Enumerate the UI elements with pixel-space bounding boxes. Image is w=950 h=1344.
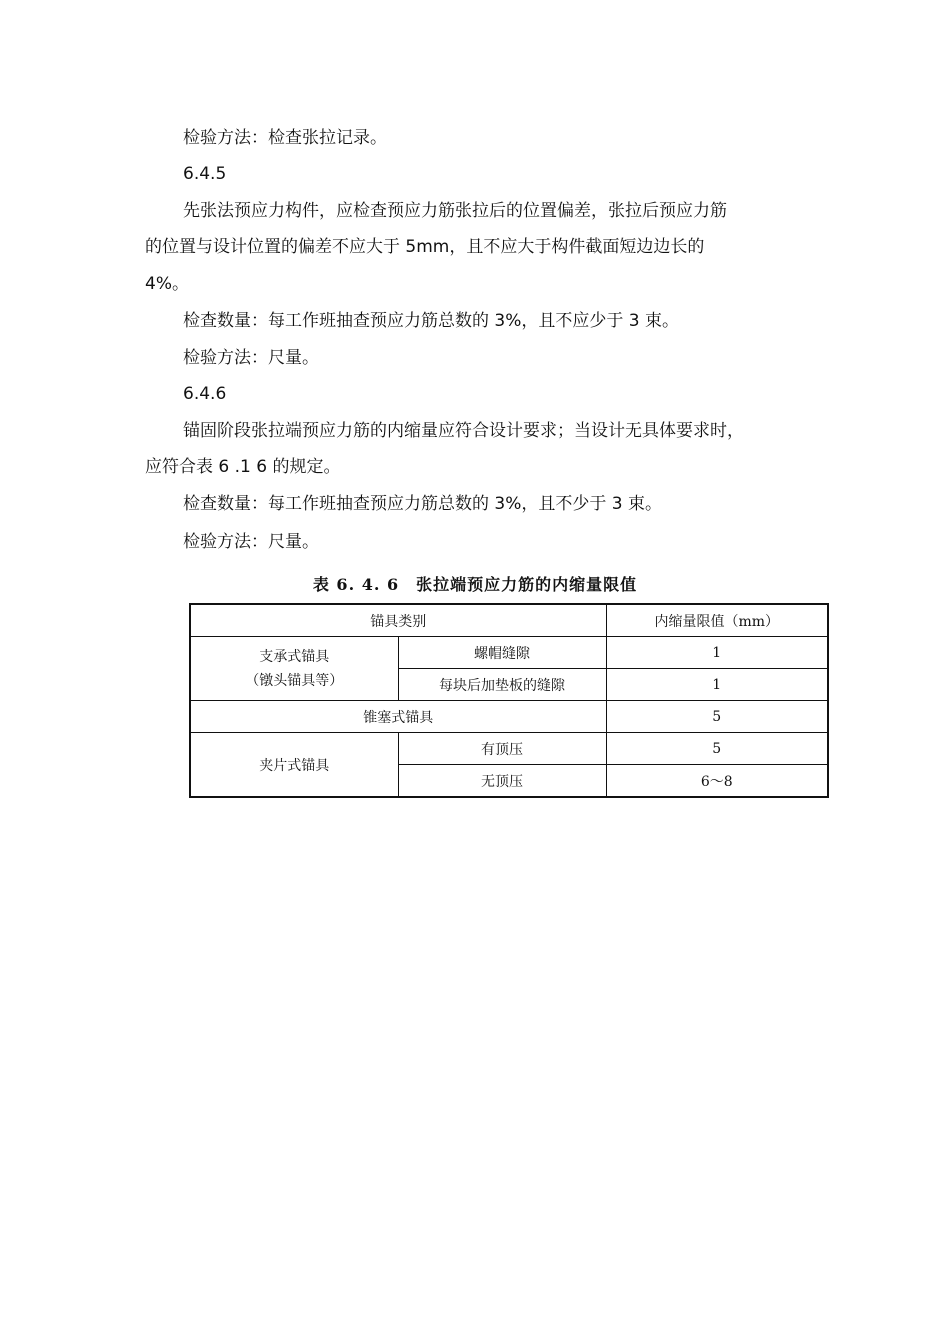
value-cell: 1 bbox=[606, 637, 828, 669]
table-row bbox=[190, 701, 828, 733]
clause-6-4-5-line-3: 4%。 bbox=[145, 274, 189, 294]
item-cell: 有顶压 bbox=[398, 733, 606, 765]
header-limit: 内缩量限值（mm） bbox=[606, 604, 828, 637]
value-cell: 5 bbox=[606, 733, 828, 765]
value-cell: 5 bbox=[606, 701, 828, 733]
group-bearing-note: （镦头锚具等） bbox=[245, 672, 344, 689]
group-clip-anchor: 夹片式锚具 bbox=[190, 733, 398, 798]
item-cell: 锥塞式锚具 bbox=[190, 701, 606, 733]
value-cell: 1 bbox=[606, 669, 828, 701]
table-row bbox=[190, 733, 828, 765]
clause-6-4-5-line-2: 的位置与设计位置的偏差不应大于 5mm，且不应大于构件截面短边边长的 bbox=[145, 237, 705, 257]
inspection-quantity-1: 检查数量：每工作班抽查预应力筋总数的 3%，且不应少于 3 束。 bbox=[183, 311, 679, 331]
table-row bbox=[190, 637, 828, 669]
clause-6-4-6-line-2: 应符合表 6 .1 6 的规定。 bbox=[145, 457, 341, 477]
table-header-row bbox=[190, 604, 828, 637]
item-cell: 每块后加垫板的缝隙 bbox=[398, 669, 606, 701]
group-bearing-anchor bbox=[190, 637, 398, 701]
group-bearing-name: 支承式锚具 bbox=[259, 648, 330, 665]
clause-6-4-5-number: 6.4.5 bbox=[183, 164, 227, 184]
shrinkage-limit-table bbox=[189, 603, 829, 798]
inspection-method-1: 检验方法：检查张拉记录。 bbox=[183, 128, 387, 148]
table-caption: 表 6. 4. 6 张拉端预应力筋的内缩量限值 bbox=[312, 575, 638, 594]
item-cell: 无顶压 bbox=[398, 765, 606, 798]
inspection-method-3: 检验方法：尺量。 bbox=[183, 532, 319, 552]
inspection-quantity-2: 检查数量：每工作班抽查预应力筋总数的 3%，且不少于 3 束。 bbox=[183, 494, 662, 514]
clause-6-4-5-line-1: 先张法预应力构件，应检查预应力筋张拉后的位置偏差，张拉后预应力筋 bbox=[183, 201, 727, 221]
value-cell: 6～8 bbox=[606, 765, 828, 798]
item-cell: 螺帽缝隙 bbox=[398, 637, 606, 669]
clause-6-4-6-line-1: 锚固阶段张拉端预应力筋的内缩量应符合设计要求；当设计无具体要求时， bbox=[183, 421, 744, 441]
clause-6-4-6-number: 6.4.6 bbox=[183, 384, 227, 404]
inspection-method-2: 检验方法：尺量。 bbox=[183, 348, 319, 368]
header-category: 锚具类别 bbox=[190, 604, 606, 637]
